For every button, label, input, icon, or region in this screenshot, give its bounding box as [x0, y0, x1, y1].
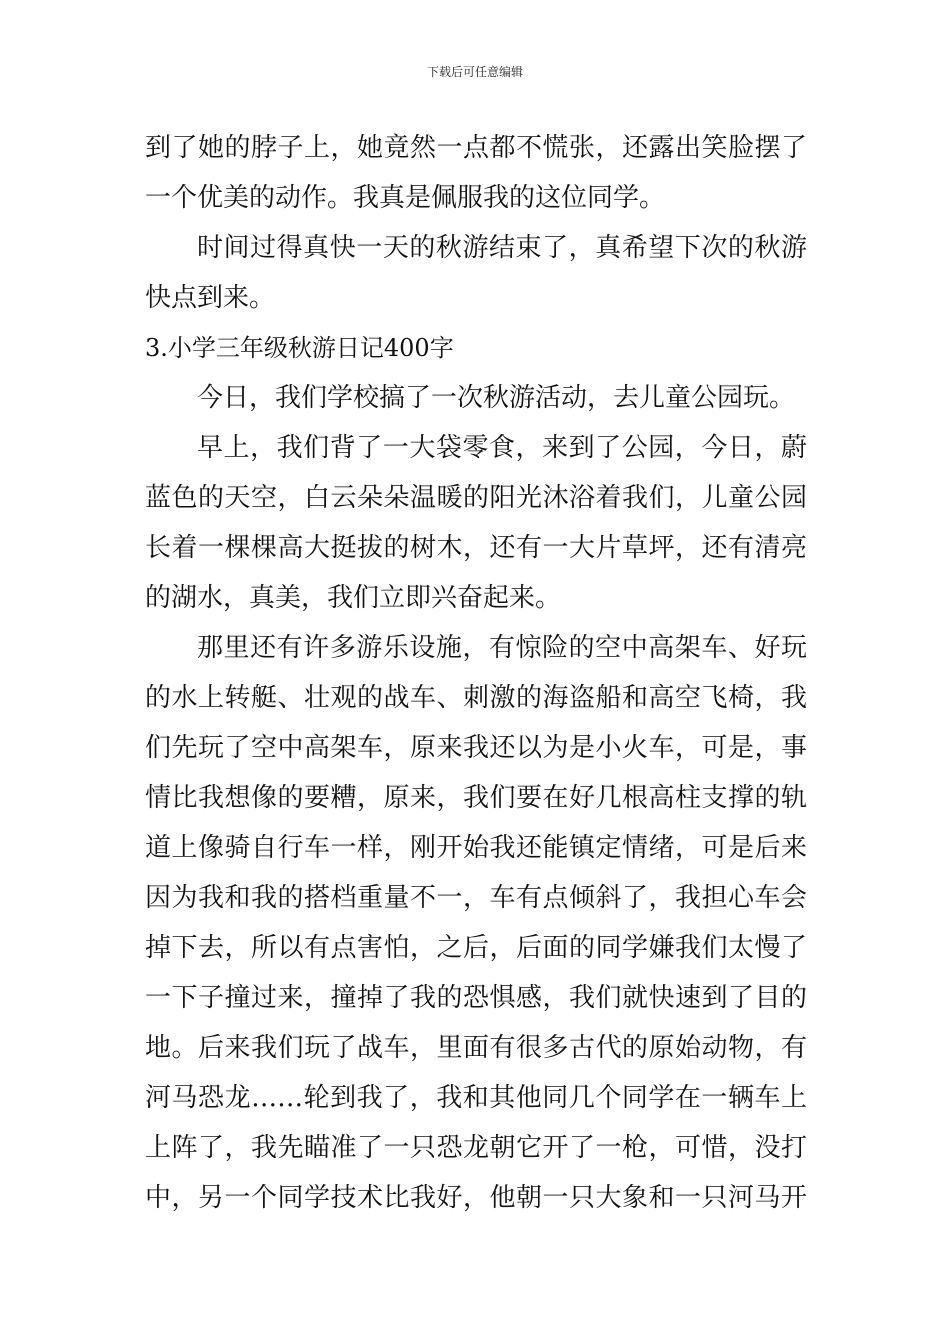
text-line: 道上像骑自行车一样，刚开始我还能镇定情绪，可是后来: [145, 833, 807, 863]
body-text: [145, 123, 807, 1223]
text-line: 的水上转艇、壮观的战车、刺激的海盗船和高空飞椅，我: [145, 683, 807, 713]
text-line: 情比我想像的要糟，原来，我们要在好几根高柱支撑的轨: [145, 783, 807, 813]
text-line: 掉下去，所以有点害怕，之后，后面的同学嫌我们太慢了: [145, 933, 807, 963]
text-line: 早上，我们背了一大袋零食，来到了公园，今日，蔚: [197, 433, 807, 463]
text-line: 一个优美的动作。我真是佩服我的这位同学。: [145, 183, 666, 213]
text-line: 们先玩了空中高架车，原来我还以为是小火车，可是，事: [145, 733, 807, 763]
text-line: 的湖水，真美，我们立即兴奋起来。: [145, 583, 562, 613]
text-line: 那里还有许多游乐设施，有惊险的空中高架车、好玩: [197, 633, 807, 663]
text-line: 时间过得真快一天的秋游结束了，真希望下次的秋游: [197, 233, 807, 263]
text-line: 长着一棵棵高大挺拔的树木，还有一大片草坪，还有清亮: [145, 533, 807, 563]
text-line: 蓝色的天空，白云朵朵温暖的阳光沐浴着我们，儿童公园: [145, 483, 807, 513]
text-line: 地。后来我们玩了战车，里面有很多古代的原始动物，有: [145, 1033, 807, 1063]
section-heading: 3.小学三年级秋游日记400字: [145, 334, 454, 362]
text-line: 今日，我们学校搞了一次秋游活动，去儿童公园玩。: [197, 383, 796, 413]
text-line: 到了她的脖子上，她竟然一点都不慌张，还露出笑脸摆了: [145, 133, 807, 163]
page-header: 下载后可任意编辑: [426, 65, 523, 79]
text-line: 因为我和我的搭档重量不一，车有点倾斜了，我担心车会: [145, 883, 807, 913]
text-line: 上阵了，我先瞄准了一只恐龙朝它开了一枪，可惜，没打: [145, 1133, 807, 1163]
text-line: 一下子撞过来，撞掉了我的恐惧感，我们就快速到了目的: [145, 983, 807, 1013]
text-line: 中，另一个同学技术比我好，他朝一只大象和一只河马开: [145, 1183, 807, 1213]
text-line: 快点到来。: [145, 283, 276, 313]
text-line: 河马恐龙……轮到我了，我和其他同几个同学在一辆车上: [145, 1083, 807, 1113]
